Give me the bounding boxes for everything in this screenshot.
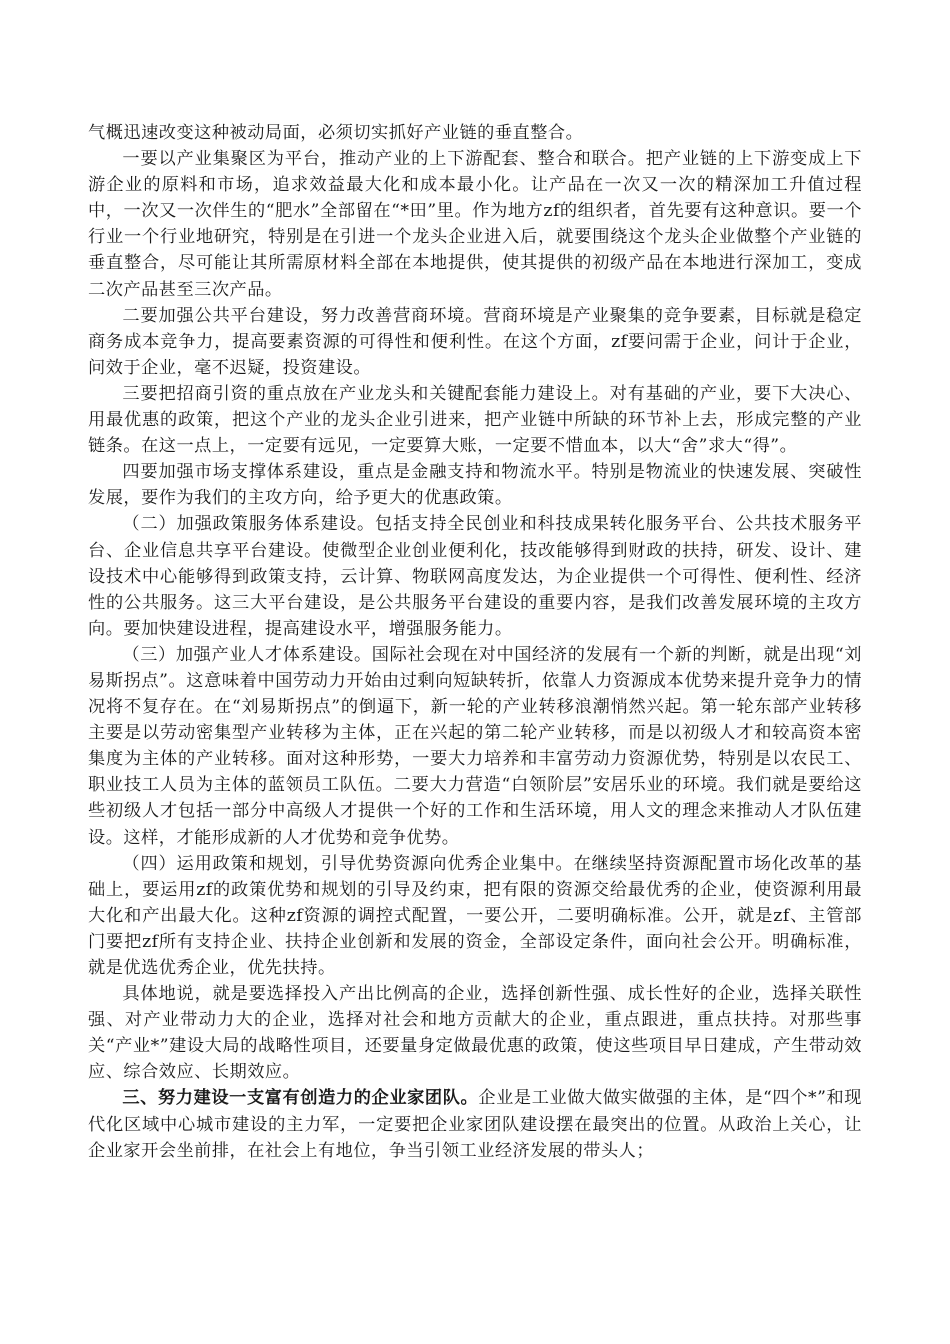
section-heading-body: 企业是工业做大做实做强的主体，是“四个*”和现代化区域中心城市建设的主力军，一定要把企业家团队建设摆在最突出的位置。从政治上关心，让企业家开会坐前排，在社会上有地位，争当引领工业经济发展的带头人；: [88, 1088, 862, 1161]
paragraph-industry-chain: 一要以产业集聚区为平台，推动产业的上下游配套、整合和联合。把产业链的上下游变成上下游企业的原料和市场，追求效益最大化和成本最小化。让产品在一次又一次的精深加工升值过程中，一次又一次伴生的“肥水”全部留在“*田”里。作为地方zf的组织者，首先要有这种意识。要一个行业一个行业地研究，特别是在引进一个龙头企业进入后，就要围绕这个龙头企业做整个产业链的垂直整合，尽可能让其所需原材料全部在本地提供，使其提供的初级产品在本地进行深加工，变成二次产品甚至三次产品。: [88, 149, 862, 300]
paragraph-policy-service: （二）加强政策服务体系建设。包括支持全民创业和科技成果转化服务平台、公共技术服务平台、企业信息共享平台建设。使微型企业创业便利化，技改能够得到财政的扶持，研发、设计、建设技术中心能够得到政策支持，云计算、物联网高度发达，为企业提供一个可得性、便利性、经济性的公共服务。这三大平台建设，是公共服务平台建设的重要内容，是我们改善发展环境的主攻方向。要加快建设进程，提高建设水平，增强服务能力。: [88, 514, 862, 639]
paragraph-market-support: 四要加强市场支撑体系建设，重点是金融支持和物流水平。特别是物流业的快速发展、突破性发展，要作为我们的主攻方向，给予更大的优惠政策。: [88, 462, 862, 509]
paragraph-investment-focus: 三要把招商引资的重点放在产业龙头和关键配套能力建设上。对有基础的产业，要下大决心、用最优惠的政策，把这个产业的龙头企业引进来，把产业链中所缺的环节补上去，形成完整的产业链条。在这一点上，一定要有远见，一定要算大账，一定要不惜血本，以大“舍”求大“得”。: [88, 383, 862, 457]
document-body: [88, 120, 862, 1164]
paragraph-specifics: 具体地说，就是要选择投入产出比例高的企业，选择创新性强、成长性好的企业，选择关联性强、对产业带动力大的企业，选择对社会和地方贡献大的企业，重点跟进，重点扶持。对那些事关“产业*”建设大局的战略性项目，还要量身定做最优惠的政策，使这些项目早日建成，产生带动效应、综合效应、长期效应。: [88, 984, 862, 1083]
section-heading: 三、努力建设一支富有创造力的企业家团队。: [122, 1088, 479, 1109]
paragraph-public-platform: 二要加强公共平台建设，努力改善营商环境。营商环境是产业聚集的竞争要素，目标就是稳定商务成本竞争力，提高要素资源的可得性和便利性。在这个方面，zf要问需于企业，问计于企业，问效于企业，毫不迟疑，投资建设。: [88, 305, 862, 378]
paragraph-continuation: 气概迅速改变这种被动局面，必须切实抓好产业链的垂直整合。: [88, 123, 584, 143]
paragraph-entrepreneur-team: [88, 1085, 862, 1163]
paragraph-talent-system: （三）加强产业人才体系建设。国际社会现在对中国经济的发展有一个新的判断，就是出现“刘易斯拐点”。这意味着中国劳动力开始由过剩向短缺转折，依靠人力资源成本优势来提升竞争力的情况将不复存在。在“刘易斯拐点”的倒逼下，新一轮的产业转移浪潮悄然兴起。第一轮东部产业转移主要是以劳动密集型产业转移为主体，正在兴起的第二轮产业转移，而是以初级人才和较高资本密集度为主体的产业转移。面对这种形势，一要大力培养和丰富劳动力资源优势，特别是以农民工、职业技工人员为主体的蓝领员工队伍。二要大力营造“白领阶层”安居乐业的环境。我们就是要给这些初级人才包括一部分中高级人才提供一个好的工作和生活环境，用人文的理念来推动人才队伍建设。这样，才能形成新的人才优势和竞争优势。: [88, 644, 862, 848]
paragraph-policy-planning: （四）运用政策和规划，引导优势资源向优秀企业集中。在继续坚持资源配置市场化改革的基础上，要运用zf的政策优势和规划的引导及约束，把有限的资源交给最优秀的企业，使资源利用最大化和产出最大化。这种zf资源的调控式配置，一要公开，二要明确标准。公开，就是zf、主管部门要把zf所有支持企业、扶持企业创新和发展的资金，全部设定条件，面向社会公开。明确标准，就是优选优秀企业，优先扶持。: [88, 853, 862, 978]
